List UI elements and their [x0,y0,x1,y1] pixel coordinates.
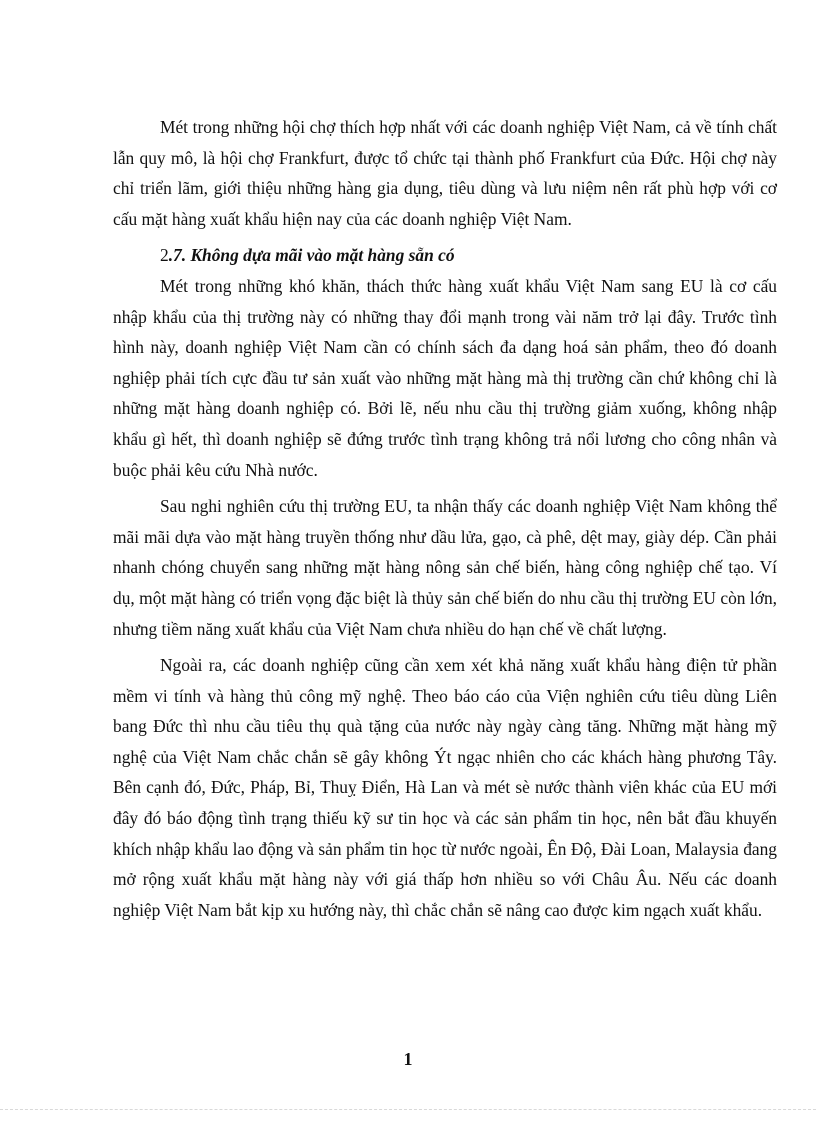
paragraph-eu-market-research: Sau nghi nghiên cứu thị trường EU, ta nhận thấy các doanh nghiệp Việt Nam không thể mãi mãi dựa vào mặt hàng truyền thống như dầu lửa, gạo, cà phê, dệt may, giày dép. Cần phải nhanh chóng chuyển sang những mặt hàng nông sản chế biến, hàng công nghiệp chế tạo. Ví dụ, một mặt hàng có triển vọng đặc biệt là thủy sản chế biến do nhu cầu thị trường EU còn lớn, nhưng tiềm năng xuất khẩu của Việt Nam chưa nhiều do hạn chế về chất lượng. [113,496,777,639]
section-heading-title: .7. Không dựa mãi vào mặt hàng sẵn có [168,245,455,266]
document-body [113,112,777,925]
paragraph-electronics-handicrafts: Ngoài ra, các doanh nghiệp cũng cần xem xét khả năng xuất khẩu hàng điện tử phần mềm vi tính và hàng thủ công mỹ nghệ. Theo báo cáo của Viện nghiên cứu tiêu dùng Liên bang Đức thì nhu cầu tiêu thụ quà tặng của nước này ngày càng tăng. Những mặt hàng mỹ nghệ của Việt Nam chắc chắn sẽ gây không Ýt ngạc nhiên cho các khách hàng phương Tây. Bên cạnh đó, Đức, Pháp, Bỉ, Thuỵ Điển, Hà Lan và mét sè nước thành viên khác của EU mới đây đó báo động tình trạng thiếu kỹ sư tin học và các sản phẩm tin học, nên bắt đầu khuyến khích nhập khẩu lao động và sản phẩm tin học từ nước ngoài, Ên Độ, Đài Loan, Malaysia đang mở rộng xuất khẩu mặt hàng này với giá thấp hơn nhiều so với Châu Âu. Nếu các doanh nghiệp Việt Nam bắt kịp xu hướng này, thì chắc chắn sẽ nâng cao được kim ngạch xuất khẩu. [113,655,777,920]
page-bottom-divider [0,1109,816,1110]
paragraph-product-diversification: Mét trong những khó khăn, thách thức hàng xuất khẩu Việt Nam sang EU là cơ cấu nhập khẩu của thị trường này có những thay đổi mạnh trong vài năm trở lại đây. Trước tình hình này, doanh nghiệp Việt Nam cần có chính sách đa dạng hoá sản phẩm, theo đó doanh nghiệp phải tích cực đầu tư sản xuất vào những mặt hàng mà thị trường cần chứ không chỉ là những mặt hàng doanh nghiệp có. Bởi lẽ, nếu nhu cầu thị trường giảm xuống, không nhập khẩu gì hết, thì doanh nghiệp sẽ đứng trước tình trạng không trả nổi lương cho công nhân và buộc phải kêu cứu Nhà nước. [113,275,777,480]
section-heading-number: 2 [160,245,169,266]
paragraph-frankfurt-fair: Mét trong những hội chợ thích hợp nhất với các doanh nghiệp Việt Nam, cả về tính chất lẫn quy mô, là hội chợ Frankfurt, được tổ chức tại thành phố Frankfurt của Đức. Hội chợ này chỉ triển lãm, giới thiệu những hàng gia dụng, tiêu dùng và lưu niệm nên rất phù hợp với cơ cấu mặt hàng xuất khẩu hiện nay của các doanh nghiệp Việt Nam. [113,117,777,229]
page-number: 1 [403,1049,413,1069]
section-heading [113,240,777,271]
